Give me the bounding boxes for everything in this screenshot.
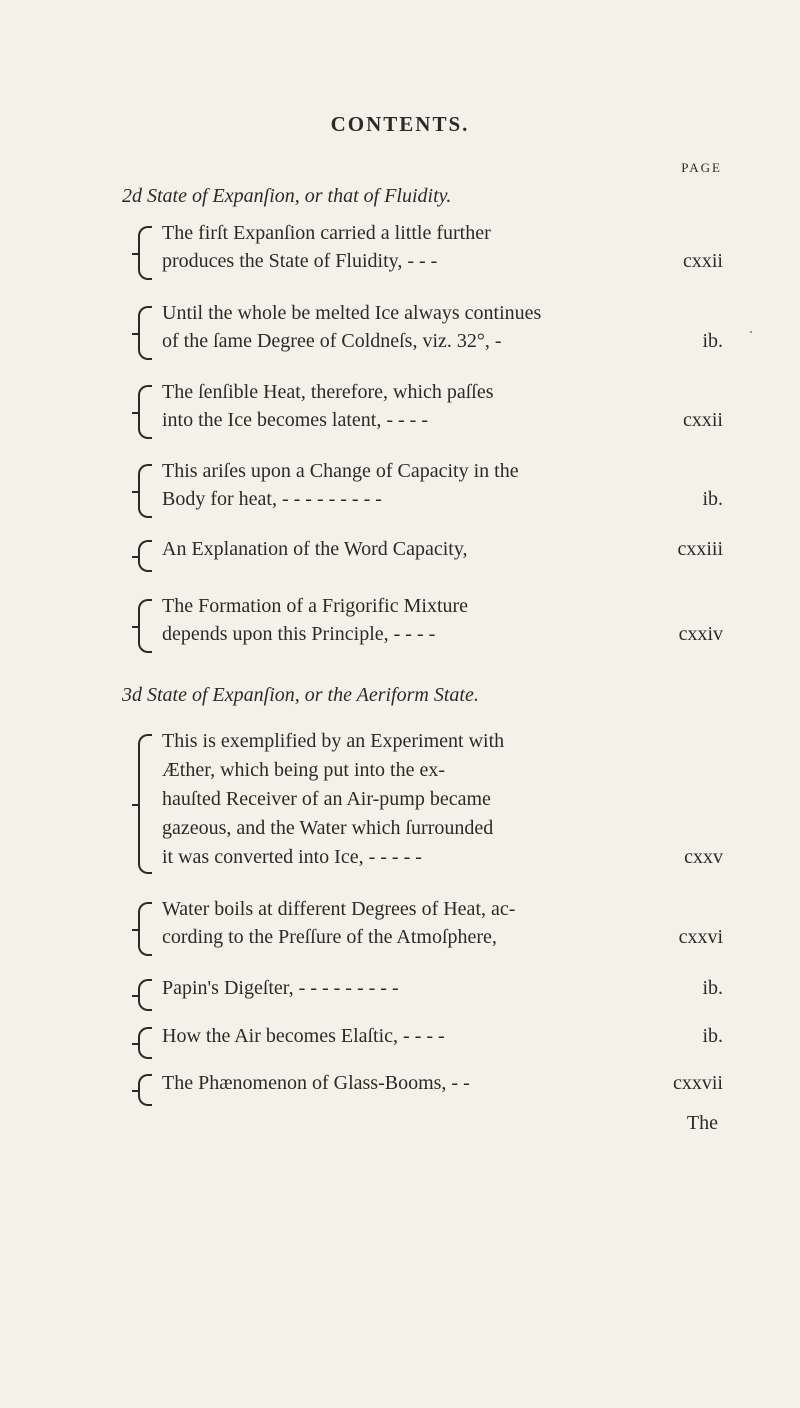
entry-line: How the Air becomes Elaſtic, - - - - ib. [162, 1025, 723, 1047]
catchword: The [686, 1112, 718, 1134]
entry-line: gazeous, and the Water which ſurrounded [162, 817, 494, 839]
page-reference: cxxvii [673, 1072, 723, 1094]
brace-mark [138, 1074, 152, 1106]
toc-entry [138, 595, 723, 655]
toc-entry [138, 538, 723, 572]
entry-line: The firſt Expanſion carried a little further [162, 222, 491, 244]
brace-mark [138, 902, 152, 956]
page-header: CONTENTS. [330, 112, 470, 136]
toc-entry [138, 898, 723, 958]
page-column-label: PAGE [681, 160, 722, 175]
toc-entry [138, 977, 723, 1011]
toc-entry [138, 460, 723, 520]
entry-line: Papin's Digeſter, - - - - - - - - - ib. [162, 977, 723, 999]
page-reference: cxxiii [677, 538, 723, 560]
section-heading: 2d State of Expanſion, or that of Fluidity. [122, 185, 452, 207]
brace-mark [138, 734, 152, 874]
entry-line: produces the State of Fluidity, - - - cxxii [162, 250, 723, 272]
entry-line: The Phænomenon of Glass-Booms, - - cxxvii [162, 1072, 723, 1094]
brace-mark [138, 226, 152, 280]
entry-line: depends upon this Principle, - - - - cxxiv [162, 623, 723, 645]
entry-line: Body for heat, - - - - - - - - - ib. [162, 488, 723, 510]
brace-mark [138, 464, 152, 518]
brace-mark [138, 306, 152, 360]
page-reference: cxxv [684, 846, 723, 868]
page-reference: ib. [702, 1025, 723, 1047]
entry-line: The ſenſible Heat, therefore, which paſſes [162, 381, 494, 403]
toc-entry [138, 1025, 723, 1059]
page-reference: cxxii [683, 250, 723, 272]
entry-line: Until the whole be melted Ice always continues [162, 302, 542, 324]
entry-line: into the Ice becomes latent, - - - - cxxii [162, 409, 723, 431]
brace-mark [138, 385, 152, 439]
brace-mark [138, 979, 152, 1011]
page-reference: cxxii [683, 409, 723, 431]
page-reference: ib. [702, 488, 723, 510]
toc-entry [138, 222, 723, 282]
entry-line: it was converted into Ice, - - - - - cxxv [162, 846, 723, 868]
brace-mark [138, 1027, 152, 1059]
entry-line: This ariſes upon a Change of Capacity in the [162, 460, 519, 482]
toc-entry [138, 302, 723, 362]
brace-mark [138, 540, 152, 572]
page-reference: ib. [702, 977, 723, 999]
entry-line: cording to the Preſſure of the Atmoſphere, cxxvi [162, 926, 723, 948]
toc-entry [138, 381, 723, 441]
entry-line: Water boils at different Degrees of Heat, ac- [162, 898, 516, 920]
entry-line: hauſted Receiver of an Air-pump became [162, 788, 491, 810]
entry-line: This is exemplified by an Experiment with [162, 730, 505, 752]
margin-dot: · [748, 322, 754, 342]
section-heading: 3d State of Expanſion, or the Aeriform State. [122, 684, 479, 706]
toc-entry [138, 730, 723, 876]
page-reference: cxxvi [678, 926, 723, 948]
page-reference: ib. [702, 330, 723, 352]
entry-line: An Explanation of the Word Capacity, cxxiii [162, 538, 723, 560]
entry-line: of the ſame Degree of Coldneſs, viz. 32°, - ib. [162, 330, 723, 352]
entry-line: Æther, which being put into the ex- [162, 759, 446, 781]
toc-entry [138, 1072, 723, 1106]
brace-mark [138, 599, 152, 653]
page-reference: cxxiv [678, 623, 723, 645]
entry-line: The Formation of a Frigorific Mixture [162, 595, 469, 617]
